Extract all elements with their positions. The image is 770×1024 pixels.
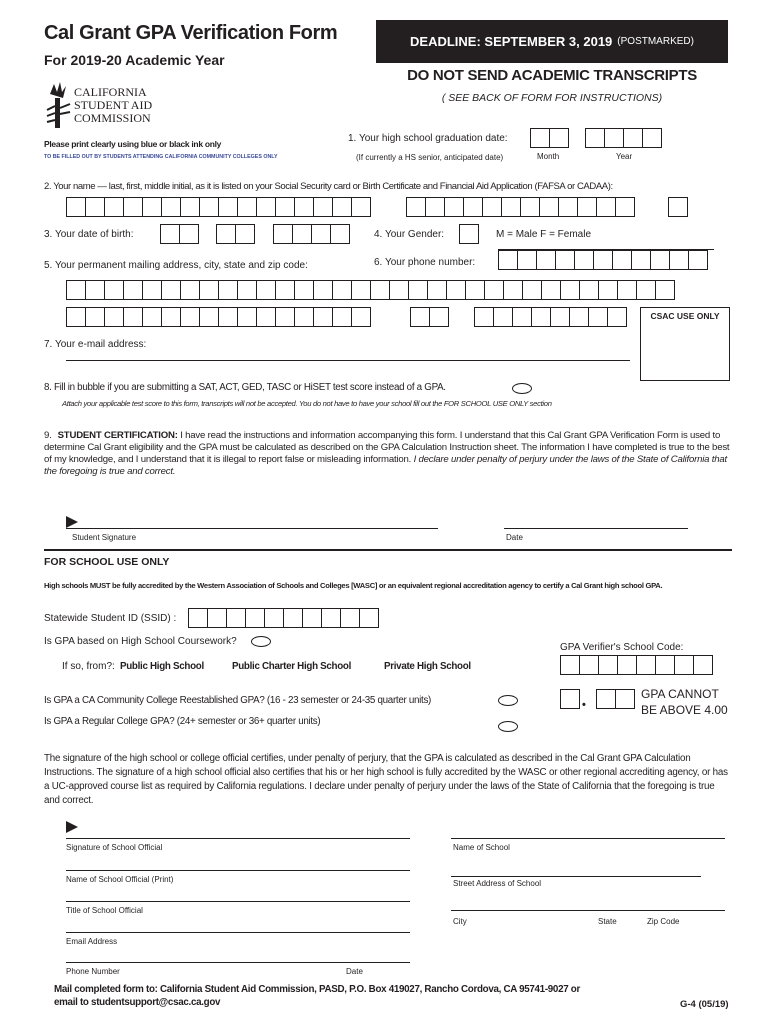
input-square[interactable]	[313, 280, 333, 300]
input-square[interactable]	[332, 280, 352, 300]
input-square[interactable]	[650, 250, 670, 270]
input-square[interactable]	[237, 197, 257, 217]
input-square[interactable]	[199, 307, 219, 327]
input-square[interactable]	[104, 280, 124, 300]
input-square[interactable]	[688, 250, 708, 270]
form-code: G-4 (05/19)	[680, 999, 729, 1010]
official-name-line[interactable]	[66, 870, 410, 871]
q9-number: 9.	[44, 430, 52, 441]
month-label: Month	[537, 152, 560, 161]
input-square[interactable]	[313, 307, 333, 327]
input-square[interactable]	[550, 307, 570, 327]
input-square[interactable]	[536, 250, 556, 270]
input-square[interactable]	[199, 280, 219, 300]
input-square[interactable]	[465, 280, 485, 300]
input-square[interactable]	[216, 224, 236, 244]
input-square[interactable]	[321, 608, 341, 628]
logo-line-2: STUDENT AID	[74, 98, 153, 112]
input-square[interactable]	[555, 250, 575, 270]
input-square[interactable]	[541, 280, 561, 300]
input-square[interactable]	[142, 280, 162, 300]
input-square[interactable]	[408, 280, 428, 300]
input-square[interactable]	[503, 280, 523, 300]
input-square[interactable]	[474, 307, 494, 327]
gpa-above-line: BE ABOVE 4.00	[641, 703, 728, 717]
input-square[interactable]	[275, 307, 295, 327]
input-square[interactable]	[655, 280, 675, 300]
gpa-whole-box[interactable]	[560, 689, 579, 709]
school-use-heading: FOR SCHOOL USE ONLY	[44, 556, 170, 568]
input-square[interactable]	[607, 307, 627, 327]
input-square[interactable]	[517, 250, 537, 270]
street-address-boxes[interactable]	[66, 280, 674, 300]
input-square[interactable]	[482, 197, 502, 217]
school-street-line[interactable]	[451, 876, 701, 877]
input-square[interactable]	[598, 280, 618, 300]
school-name-label: Name of School	[453, 843, 510, 852]
input-square[interactable]	[636, 280, 656, 300]
q3-label: 3. Your date of birth:	[44, 229, 134, 240]
deadline-postmarked: (POSTMARKED)	[617, 36, 694, 47]
input-square[interactable]	[199, 197, 219, 217]
gpa-coursework-bubble[interactable]	[251, 636, 271, 647]
input-square[interactable]	[598, 655, 618, 675]
input-square[interactable]	[389, 280, 409, 300]
input-square[interactable]	[585, 128, 605, 148]
official-date-label: Date	[346, 967, 363, 976]
verifier-code-label: GPA Verifier's School Code:	[560, 642, 684, 653]
gender-options: M = Male F = Female	[496, 229, 592, 240]
no-transcripts-heading: DO NOT SEND ACADEMIC TRANSCRIPTS	[407, 67, 697, 84]
input-square[interactable]	[123, 280, 143, 300]
input-square[interactable]	[623, 128, 643, 148]
input-square[interactable]	[66, 280, 86, 300]
input-square[interactable]	[604, 128, 624, 148]
input-square[interactable]	[558, 197, 578, 217]
input-square[interactable]	[669, 250, 689, 270]
input-square[interactable]	[180, 307, 200, 327]
regular-gpa-bubble[interactable]	[498, 721, 518, 732]
official-phone-line[interactable]	[66, 962, 410, 963]
input-square[interactable]	[569, 307, 589, 327]
q1-note: (If currently a HS senior, anticipated date)	[356, 153, 504, 162]
input-square[interactable]	[332, 197, 352, 217]
dob-day-boxes[interactable]	[216, 224, 254, 244]
grad-month-boxes[interactable]	[530, 128, 568, 148]
q9-certification	[44, 430, 732, 478]
input-square[interactable]	[674, 655, 694, 675]
official-certification-text: The signature of the high school or college official certifies, under penalty of perjury, that the GPA is calculated as described in the Cal Grant GPA Calculation Instructions. The signature of a high school official also certifies that his or her high school is fully accredited by the WASC or other regional accrediting agency, or has a UC-approved course list as required by California regulations. I declare under penalty of perjury under the laws of the State of California that the foregoing is true and correct.	[44, 753, 728, 806]
official-email-line[interactable]	[66, 932, 410, 933]
input-square[interactable]	[256, 307, 276, 327]
q8-label: 8. Fill in bubble if you are submitting a SAT, ACT, GED, TASC or HiSET test score instead of a GPA.	[44, 382, 446, 393]
input-square[interactable]	[332, 307, 352, 327]
input-square[interactable]	[425, 197, 445, 217]
input-square[interactable]	[275, 280, 295, 300]
official-name-label: Name of School Official (Print)	[66, 875, 174, 884]
email-line	[66, 360, 630, 361]
input-square[interactable]	[188, 608, 208, 628]
input-square[interactable]	[256, 280, 276, 300]
community-college-note: TO BE FILLED OUT BY STUDENTS ATTENDING CALIFORNIA COMMUNITY COLLEGES ONLY	[44, 154, 278, 160]
mail-line-1: Mail completed form to: California Student Aid Commission, PASD, P.O. Box 419027, Rancho Cordova, CA 95741-9027 or	[54, 984, 580, 995]
input-square[interactable]	[512, 307, 532, 327]
q9-declare: I declare under penalty of perjury under the laws of the State of California that the foregoing is true and correct.	[44, 454, 727, 477]
input-square[interactable]	[631, 250, 651, 270]
input-square[interactable]	[593, 250, 613, 270]
ssid-label: Statewide Student ID (SSID) :	[44, 613, 177, 624]
form-subtitle: For 2019-20 Academic Year	[44, 52, 225, 68]
input-square[interactable]	[693, 655, 713, 675]
gpa-coursework-label: Is GPA based on High School Coursework?	[44, 636, 237, 647]
input-square[interactable]	[668, 197, 688, 217]
dob-year-boxes[interactable]	[273, 224, 349, 244]
deadline-banner	[376, 20, 728, 63]
input-square[interactable]	[218, 280, 238, 300]
csac-use-only-box	[640, 307, 730, 381]
q6-label: 6. Your phone number:	[374, 257, 476, 268]
official-signature-line[interactable]	[66, 838, 410, 839]
gpa-cannot-line: GPA CANNOT	[641, 687, 719, 701]
input-square[interactable]	[161, 197, 181, 217]
ssid-boxes[interactable]	[188, 608, 378, 628]
input-square[interactable]	[359, 608, 379, 628]
input-square[interactable]	[104, 197, 124, 217]
input-square[interactable]	[406, 197, 426, 217]
input-square[interactable]	[123, 197, 143, 217]
input-square[interactable]	[596, 197, 616, 217]
input-square[interactable]	[235, 224, 255, 244]
input-square[interactable]	[302, 608, 322, 628]
public-high-school-option[interactable]: Public High School	[120, 661, 204, 672]
state-boxes[interactable]	[410, 307, 448, 327]
input-square[interactable]	[292, 224, 312, 244]
student-date-label: Date	[506, 533, 523, 542]
input-square[interactable]	[530, 128, 550, 148]
input-square[interactable]	[283, 608, 303, 628]
input-square[interactable]	[539, 197, 559, 217]
mail-instructions	[54, 983, 580, 1009]
print-clearly-note: Please print clearly using blue or black ink only	[44, 139, 222, 149]
input-square[interactable]	[574, 250, 594, 270]
student-signature-label: Student Signature	[72, 533, 137, 542]
input-square[interactable]	[370, 280, 390, 300]
school-city-line[interactable]	[451, 910, 725, 911]
input-square[interactable]	[294, 280, 314, 300]
verifier-code-boxes[interactable]	[560, 655, 712, 675]
official-title-line[interactable]	[66, 901, 410, 902]
input-square[interactable]	[579, 655, 599, 675]
input-square[interactable]	[161, 280, 181, 300]
year-label: Year	[616, 152, 633, 161]
dob-month-boxes[interactable]	[160, 224, 198, 244]
input-square[interactable]	[340, 608, 360, 628]
input-square[interactable]	[66, 307, 86, 327]
private-high-school-option[interactable]: Private High School	[384, 661, 471, 672]
official-email-label: Email Address	[66, 937, 118, 946]
input-square[interactable]	[207, 608, 227, 628]
input-square[interactable]	[642, 128, 662, 148]
input-square[interactable]	[313, 197, 333, 217]
input-square[interactable]	[237, 280, 257, 300]
input-square[interactable]	[655, 655, 675, 675]
csac-logo	[44, 80, 164, 130]
city-boxes[interactable]	[66, 307, 370, 327]
charter-high-school-option[interactable]: Public Charter High School	[232, 661, 352, 672]
input-square[interactable]	[484, 280, 504, 300]
input-square[interactable]	[275, 197, 295, 217]
middle-initial-box[interactable]	[668, 197, 687, 217]
input-square[interactable]	[160, 224, 180, 244]
phone-boxes[interactable]	[498, 250, 707, 270]
input-square[interactable]	[123, 307, 143, 327]
input-square[interactable]	[493, 307, 513, 327]
input-square[interactable]	[410, 307, 430, 327]
cc-gpa-bubble[interactable]	[498, 695, 518, 706]
gender-box[interactable]	[459, 224, 478, 244]
input-square[interactable]	[256, 197, 276, 217]
official-signature-arrow-icon	[66, 821, 78, 833]
input-square[interactable]	[237, 307, 257, 327]
input-square[interactable]	[444, 197, 464, 217]
logo-line-1: CALIFORNIA	[74, 85, 147, 99]
logo-line-3: COMMISSION	[74, 111, 151, 125]
mail-line-2: email to studentsupport@csac.ca.gov	[54, 997, 221, 1008]
input-square[interactable]	[615, 689, 635, 709]
input-square[interactable]	[294, 307, 314, 327]
gpa-cannot-label	[641, 686, 728, 718]
q5-label: 5. Your permanent mailing address, city, state and zip code:	[44, 260, 308, 271]
input-square[interactable]	[615, 197, 635, 217]
input-square[interactable]	[588, 307, 608, 327]
school-city-label: City	[453, 917, 467, 926]
q4-label: 4. Your Gender:	[374, 229, 445, 240]
input-square[interactable]	[351, 307, 371, 327]
torch-icon	[44, 80, 74, 130]
input-square[interactable]	[142, 197, 162, 217]
student-date-line[interactable]	[504, 528, 688, 529]
input-square[interactable]	[549, 128, 569, 148]
input-square[interactable]	[264, 608, 284, 628]
input-square[interactable]	[463, 197, 483, 217]
input-square[interactable]	[560, 280, 580, 300]
official-signature-label: Signature of School Official	[66, 843, 163, 852]
input-square[interactable]	[617, 655, 637, 675]
input-square[interactable]	[104, 307, 124, 327]
official-title-label: Title of School Official	[66, 906, 143, 915]
q2-label: 2. Your name — last, first, middle initial, as it is listed on your Social Security card or Birth Certificate and Financial Aid Application (FAFSA or CADAA):	[44, 181, 613, 192]
input-square[interactable]	[180, 280, 200, 300]
regular-gpa-label: Is GPA a Regular College GPA? (24+ semester or 36+ quarter units)	[44, 716, 321, 727]
input-square[interactable]	[245, 608, 265, 628]
q8-note: Attach your applicable test score to this form, transcripts will not be accepted. You do not have to have your school fill out the FOR SCHOOL USE ONLY section	[62, 399, 552, 408]
student-signature-line[interactable]	[66, 528, 438, 529]
input-square[interactable]	[636, 655, 656, 675]
input-square[interactable]	[66, 197, 86, 217]
input-square[interactable]	[85, 307, 105, 327]
school-street-label: Street Address of School	[453, 879, 542, 888]
input-square[interactable]	[311, 224, 331, 244]
if-so-label: If so, from?:	[62, 661, 115, 672]
deadline-text: DEADLINE: SEPTEMBER 3, 2019	[410, 34, 613, 49]
input-square[interactable]	[577, 197, 597, 217]
input-square[interactable]	[330, 224, 350, 244]
see-back-note: ( SEE BACK OF FORM FOR INSTRUCTIONS)	[441, 92, 663, 104]
cc-gpa-label: Is GPA a CA Community College Reestablished GPA? (16 - 23 semester or 24-35 quarter units)	[44, 695, 432, 706]
zip-boxes[interactable]	[474, 307, 626, 327]
input-square[interactable]	[531, 307, 551, 327]
input-square[interactable]	[179, 224, 199, 244]
last-name-boxes[interactable]	[66, 197, 370, 217]
school-state-label: State	[598, 917, 617, 926]
q1-label: 1. Your high school graduation date:	[348, 133, 508, 144]
input-square[interactable]	[522, 280, 542, 300]
official-phone-label: Phone Number	[66, 967, 120, 976]
input-square[interactable]	[612, 250, 632, 270]
grad-year-boxes[interactable]	[585, 128, 661, 148]
input-square[interactable]	[85, 197, 105, 217]
test-score-bubble[interactable]	[512, 383, 532, 394]
input-square[interactable]	[218, 197, 238, 217]
form-title: Cal Grant GPA Verification Form	[44, 22, 338, 44]
first-name-boxes[interactable]	[406, 197, 634, 217]
input-square[interactable]	[294, 197, 314, 217]
input-square[interactable]	[617, 280, 637, 300]
school-section-divider	[44, 549, 732, 551]
input-square[interactable]	[596, 689, 616, 709]
accreditation-note: High schools MUST be fully accredited by the Western Association of Schools and Colleges [WASC] or an equivalent regional accreditation agency to certify a Cal Grant high school GPA.	[44, 581, 663, 590]
input-square[interactable]	[273, 224, 293, 244]
input-square[interactable]	[560, 655, 580, 675]
input-square[interactable]	[142, 307, 162, 327]
school-name-line[interactable]	[451, 838, 725, 839]
input-square[interactable]	[446, 280, 466, 300]
input-square[interactable]	[560, 689, 580, 709]
input-square[interactable]	[427, 280, 447, 300]
csac-use-only-label: CSAC USE ONLY	[650, 311, 720, 321]
q9-text: I have read the instructions and information accompanying this form. I understand that this Cal Grant GPA Verification Form is used to determine Cal Grant eligibility and the GPA must be calculated as described on the GPA Calculation Instruction sheet. The information I have completed is true to the best of my knowledge, and I understand that it is illegal to report false or misleading information.	[44, 430, 730, 465]
school-zip-label: Zip Code	[647, 917, 680, 926]
input-square[interactable]	[351, 280, 371, 300]
input-square[interactable]	[226, 608, 246, 628]
q7-label: 7. Your e-mail address:	[44, 339, 147, 350]
input-square[interactable]	[85, 280, 105, 300]
input-square[interactable]	[161, 307, 181, 327]
input-square[interactable]	[180, 197, 200, 217]
input-square[interactable]	[520, 197, 540, 217]
signature-arrow-icon	[66, 516, 78, 528]
input-square[interactable]	[351, 197, 371, 217]
gpa-decimal-point: •	[582, 699, 586, 711]
input-square[interactable]	[579, 280, 599, 300]
input-square[interactable]	[459, 224, 479, 244]
input-square[interactable]	[218, 307, 238, 327]
input-square[interactable]	[501, 197, 521, 217]
q9-heading: STUDENT CERTIFICATION:	[57, 430, 178, 441]
input-square[interactable]	[498, 250, 518, 270]
gpa-decimal-boxes[interactable]	[596, 689, 634, 709]
input-square[interactable]	[429, 307, 449, 327]
